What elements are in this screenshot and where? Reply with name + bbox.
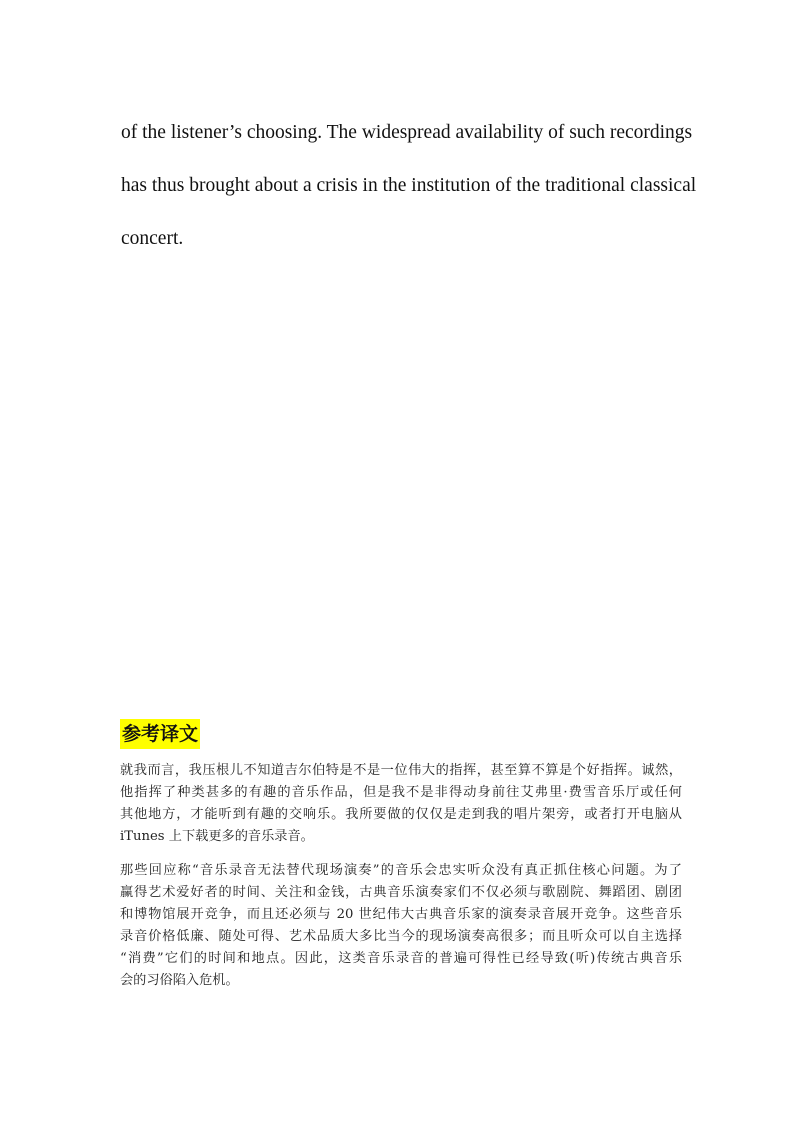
translation-line: 其他地方，才能听到有趣的交响乐。我所要做的仅仅是走到我的唱片架旁，或者打开电脑从 (120, 807, 682, 822)
translation-paragraph-2 (120, 860, 682, 992)
translation-line: “消费”它们的时间和地点。因此，这类音乐录音的普遍可得性已经导致(听)传统古典音乐 (120, 951, 682, 966)
translation-line: 他指挥了种类甚多的有趣的音乐作品，但是我不是非得动身前往艾弗里·费雪音乐厅或任何 (120, 785, 682, 800)
translation-line: 那些回应称“音乐录音无法替代现场演奏”的音乐会忠实听众没有真正抓住核心问题。为了 (120, 863, 682, 878)
translation-line: 赢得艺术爱好者的时间、关注和金钱，古典音乐演奏家们不仅必须与歌剧院、舞蹈团、剧团 (120, 885, 682, 900)
english-passage (121, 106, 697, 265)
translation-heading: 参考译文 (120, 719, 200, 749)
translation-line: 就我而言，我压根儿不知道吉尔伯特是不是一位伟大的指挥，甚至算不算是个好指挥。诚然， (120, 763, 682, 778)
translation-line: 会的习俗陷入危机。 (120, 973, 239, 988)
english-line: has thus brought about a crisis in the institution of the traditional classical (121, 175, 697, 196)
translation-line: iTunes 上下载更多的音乐录音。 (120, 829, 314, 844)
translation-line: 录音价格低廉、随处可得、艺术品质大多比当今的现场演奏高很多；而且听众可以自主选择 (120, 929, 682, 944)
translation-line: 和博物馆展开竞争，而且还必须与 20 世纪伟大古典音乐家的演奏录音展开竞争。这些音乐 (120, 907, 682, 922)
english-line: of the listener’s choosing. The widespread availability of such recordings (121, 122, 693, 143)
translation-paragraph-1 (120, 760, 682, 848)
english-line: concert. (121, 228, 184, 249)
